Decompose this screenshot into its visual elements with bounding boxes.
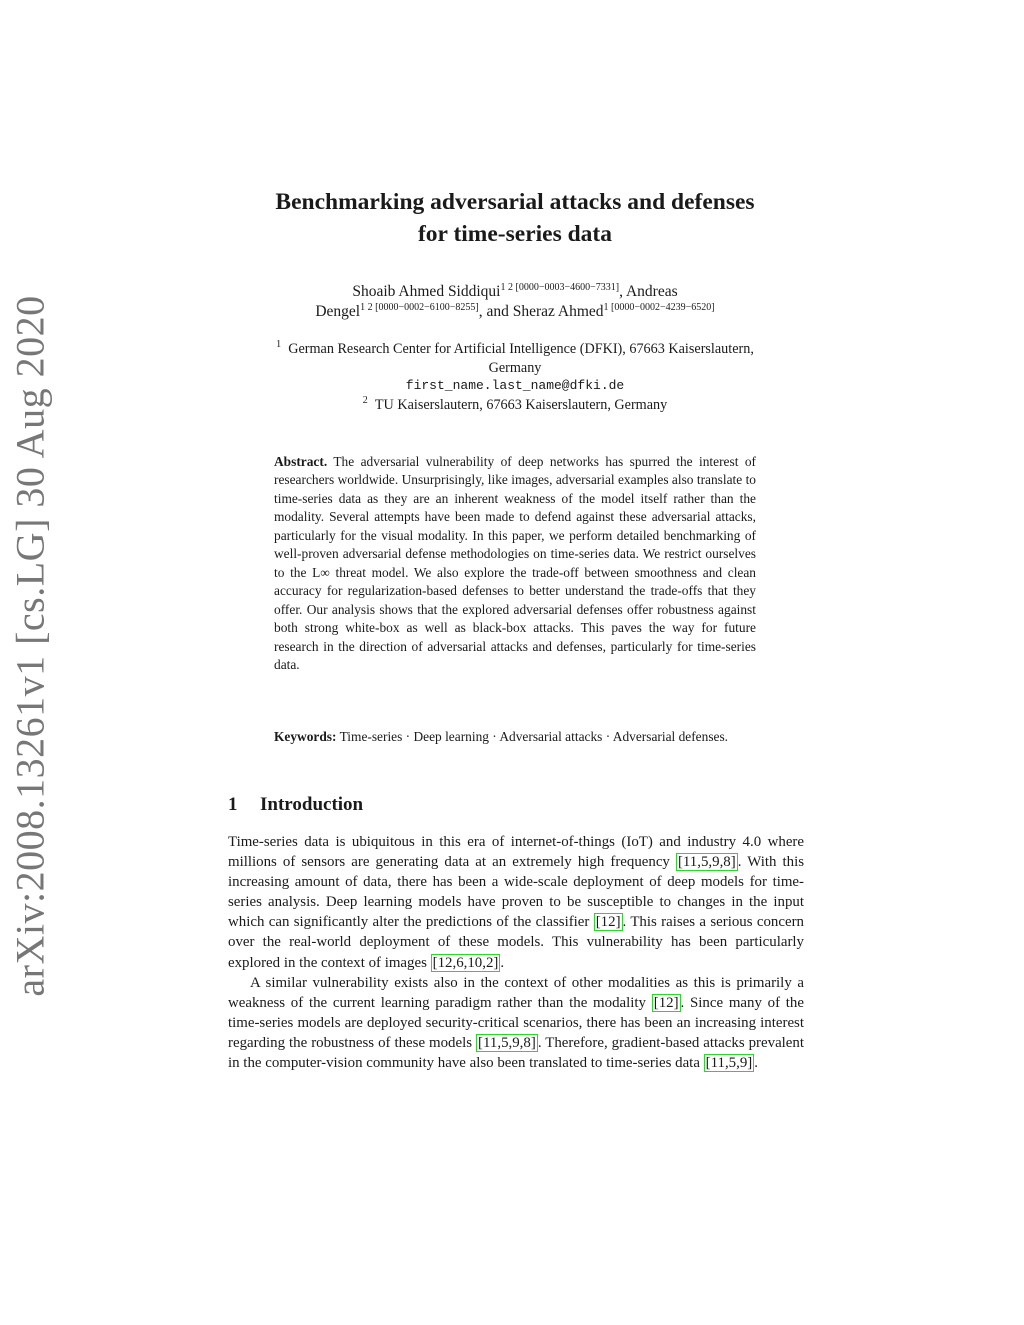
author-list [220, 282, 810, 322]
author-1-name: Shoaib Ahmed Siddiqui [352, 283, 501, 300]
title-line-1: Benchmarking adversarial attacks and defenses [275, 189, 755, 215]
author-line-1 [220, 282, 810, 302]
affiliation-2-text: TU Kaiserslautern, 67663 Kaiserslautern, Germany [374, 396, 668, 413]
affiliation-1-text: German Research Center for Artificial Intelligence (DFKI), 67663 Kaiserslautern, [288, 341, 754, 357]
affiliation-1 [220, 340, 810, 359]
paragraph-2-text-c: . Therefore, gradient-based attacks prevalent in the computer-vision community have also been translated to time-series data [228, 1034, 805, 1072]
author-line-2 [220, 302, 810, 322]
citation-link[interactable]: [12] [595, 914, 621, 931]
introduction-body [228, 832, 804, 1073]
citation-link[interactable]: [11,5,9,8] [478, 1034, 536, 1051]
affiliation-2 [220, 396, 810, 415]
keywords [274, 728, 756, 747]
paragraph-1 [228, 832, 804, 973]
affiliations [220, 340, 810, 414]
affiliation-2-number: 2 [362, 394, 368, 406]
paragraph-1-text-b: . With this increasing amount of data, there has been a wide-scale deployment of deep models for time-series analysis. Deep learning models have proven to be susceptible to changes in the input which can significantly alter the predictions of the classifier [228, 854, 804, 931]
citation-link[interactable]: [11,5,9] [705, 1055, 753, 1072]
author-2-first: , Andreas [619, 283, 678, 300]
citation-link[interactable]: [12,6,10,2] [432, 954, 499, 971]
abstract [274, 453, 756, 674]
keywords-text: Time-series · Deep learning · Adversarial attacks · Adversarial defenses. [339, 729, 729, 744]
section-heading [228, 794, 363, 816]
paragraph-1-text-c: . This raises a serious concern over the real-world deployment of these models. This vulnerability has been particularly explored in the context of images [228, 914, 804, 971]
author-2-affil: 1 2 [0000−0002−6100−8255] [360, 302, 479, 313]
author-3-affil: 1 [0000−0002−4239−6520] [603, 302, 715, 313]
affiliation-1-number: 1 [276, 339, 282, 350]
citation-link[interactable]: [12] [653, 994, 679, 1011]
paper-title [210, 186, 820, 250]
paragraph-2-text-b: . Since many of the time-series models are deployed security-critical scenarios, there has been an increasing interest regarding the robustness of these models [228, 994, 804, 1051]
arxiv-side-stamp: arXiv:2008.13261v1 [cs.LG] 30 Aug 2020 [7, 295, 53, 997]
affiliation-1-country: Germany [488, 359, 542, 376]
author-2-last: Dengel [315, 303, 361, 320]
author-3-name: , and Sheraz Ahmed [478, 303, 604, 320]
abstract-label: Abstract. [274, 454, 328, 469]
section-title: Introduction [260, 794, 364, 815]
email-address: first_name.last_name@dfki.de [405, 378, 625, 393]
citation-link[interactable]: [11,5,9,8] [677, 854, 736, 871]
author-1-affil: 1 2 [0000−0003−4600−7331] [500, 282, 620, 293]
paragraph-2-text-a: A similar vulnerability exists also in the context of other modalities as this is primarily a weakness of the current learning paradigm rather than the modality [228, 974, 804, 1011]
paragraph-2-text-d: . [754, 1055, 758, 1072]
section-number: 1 [228, 794, 238, 815]
abstract-text: The adversarial vulnerability of deep networks has spurred the interest of researchers worldwide. Unsurprisingly, like images, adversarial examples also translate to time-series data as they are an inherent weakness of the model itself rather than the modality. Several attempts have been made to defend against these adversarial attacks, particularly for the visual modality. In this paper, we perform detailed benchmarking of well-proven adversarial defense methodologies on time-series data. We restrict ourselves to the L∞ threat model. We also explore the trade-off between smoothness and clean accuracy for regularization-based defenses to better understand the trade-offs that they offer. Our analysis shows that the explored adversarial defenses offer robustness against both strong white-box as well as black-box attacks. This paves the way for future research in the direction of adversarial attacks and defenses, particularly for time-series data. [274, 454, 756, 672]
paragraph-2 [228, 973, 804, 1073]
keywords-label: Keywords: [274, 729, 337, 744]
paragraph-1-text-d: . [500, 954, 505, 971]
paragraph-1-text-a: Time-series data is ubiquitous in this era of internet-of-things (IoT) and industry 4.0 where millions of sensors are generating data at an extremely high frequency [228, 834, 804, 871]
title-line-2: for time-series data [417, 221, 613, 247]
